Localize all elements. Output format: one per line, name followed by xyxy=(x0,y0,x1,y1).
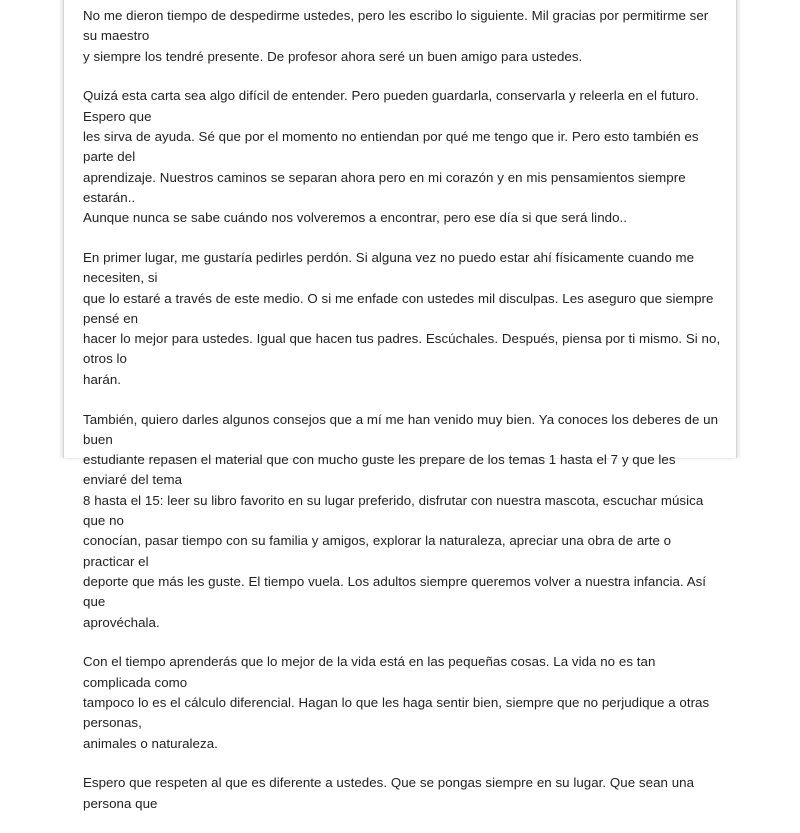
paragraph-farewell: No me dieron tiempo de despedirme ustedes, pero les escribo lo siguiente. Mil gracias por permitirme ser su maestro y siempre los tendré presente. De profesor ahora seré un buen amigo para ustedes. xyxy=(83,8,709,64)
paragraph-keep-letter: Quizá esta carta sea algo difícil de entender. Pero pueden guardarla, conservarla y releerla en el futuro. Espero que les sirva de ayuda. Sé que por el momento no entiendan por qué me tengo que ir. Pero esto también es parte del aprendizaje. Nuestros caminos se separan ahora pero en mi corazón y en mis pensamientos siempre estarán.. Aunque nunca se sabe cuándo nos volveremos a encontrar, pero ese día si que será lindo.. xyxy=(83,88,699,226)
paragraph-small-things: Con el tiempo aprenderás que lo mejor de la vida está en las pequeñas cosas. La vida no es tan complicada como tampoco lo es el cálculo diferencial. Hagan lo que les haga sentir bien, siempre que no perjudique a otras personas, animales o naturaleza. xyxy=(83,654,710,751)
paragraph-respect: Espero que respeten al que es diferente a ustedes. Que se pongas siempre en su lugar. Que sean una persona que xyxy=(83,775,695,811)
paragraph-apology: En primer lugar, me gustaría pedirles perdón. Si alguna vez no puedo estar ahí físicamente cuando me necesiten, si que lo estaré a través de este medio. O si me enfade con ustedes mil disculpas. Les aseguro que siempre pensé en hacer lo mejor para ustedes. Igual que hacen tus padres. Escúchales. Después, piensa por ti mismo. Si no, otros lo harán. xyxy=(83,249,721,387)
paragraph-advice: También, quiero darles algunos consejos que a mí me han venido muy bien. Ya conoces los deberes de un buen estudiante repasen el material que con mucho guste les prepare de los temas 1 hasta el 7 y que les enviaré del tema 8 hasta el 15: leer su libro favorito en su lugar preferido, disfrutar con nuestra mascota, escuchar música que no conocían, pasar tiempo con su familia y amigos, explorar la naturaleza, apreciar una obra de arte o practicar el deporte que más les guste. El tiempo vuela. Los adultos siempre queremos volver a nuestra infancia. Así que aprovéchala. xyxy=(83,411,719,630)
letter-body xyxy=(83,6,723,833)
